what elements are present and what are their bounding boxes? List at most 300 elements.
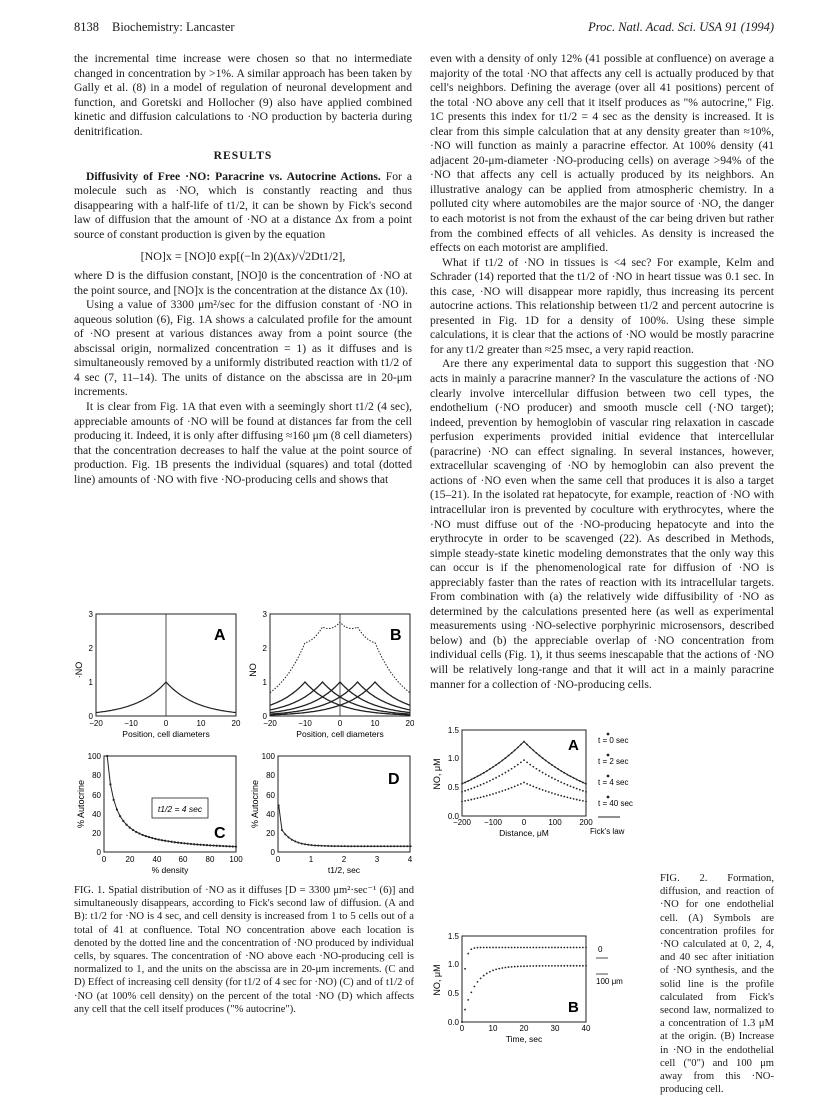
- plot-marker: [492, 970, 494, 972]
- plot-marker: [536, 965, 538, 967]
- plot-marker: [523, 741, 525, 743]
- plot-marker: [579, 947, 581, 949]
- inset-label: t1/2 = 4 sec: [157, 804, 203, 814]
- figure-1-caption: FIG. 1. Spatial distribution of ·NO as it diffuses [D = 3300 μm²·sec⁻¹ (6)] and simultaneously disappears, according to Fick's second law of diffusion. (A and B): t1/2 for ·NO is 4 sec, and cell density is increased from 1 to 5 cells out of a total of 41 at confluence. Total NO concentration above each location is denoted by the dotted line and the concentration of ·NO produced by individual cells, by squares. The concentration of ·NO above each ·NO-producing cell is normalized to 1, and the units on the abscissa are in 20-μm increments. (C and D) Effect of increasing cell density (for t1/2 of 4 sec for ·NO) (C) and of t1/2 of ·NO (at 100% cell density) on the percent of the total ·NO (D) which affects any cell that the cell itself produces ("% autocrine").: [74, 885, 414, 1015]
- y-tick: 100: [87, 752, 101, 761]
- plot-marker: [113, 799, 115, 801]
- plot-marker: [579, 789, 581, 791]
- plot-marker: [486, 770, 488, 772]
- y-tick: 0: [88, 712, 93, 721]
- plot-marker: [109, 783, 111, 785]
- plot-marker: [542, 772, 544, 774]
- y-tick: 1.0: [447, 754, 459, 763]
- x-tick: 10: [488, 1024, 498, 1033]
- plot-marker: [209, 844, 211, 846]
- paragraph: the incremental time increase were chosen so that no intermediate changed in concentration by >1%. A similar approach has been taken by Gally et al. (8) in a model of regulation of neuronal development and function, and Goretski and Hollocher (9) also have applied combined kinetic and diffusion calculations to ·NO production by bacteria during denitrification.: [74, 52, 412, 138]
- plot-marker: [567, 947, 569, 949]
- fig1-panel-c: [76, 752, 243, 875]
- y-axis-label: NO: [248, 663, 258, 677]
- y-tick: 1.5: [447, 932, 459, 941]
- plot-marker: [161, 839, 163, 841]
- plot-marker: [554, 965, 556, 967]
- plot-marker: [495, 777, 497, 779]
- plot-marker: [573, 798, 575, 800]
- plot-marker: [560, 795, 562, 797]
- legend: [590, 733, 633, 836]
- plot-marker: [164, 840, 166, 842]
- plot-marker: [520, 761, 522, 763]
- y-tick: 80: [92, 771, 101, 780]
- plot-marker: [281, 829, 283, 831]
- plot-marker: [495, 969, 497, 971]
- plot-marker: [489, 780, 491, 782]
- plot-marker: [545, 760, 547, 762]
- plot-marker: [545, 965, 547, 967]
- x-tick: −200: [452, 818, 472, 827]
- plot-marker: [489, 947, 491, 949]
- x-tick: 40: [581, 1024, 591, 1033]
- plot-marker: [480, 784, 482, 786]
- plot-marker: [357, 845, 359, 847]
- plot-marker: [560, 965, 562, 967]
- plot-marker: [545, 790, 547, 792]
- plot-marker: [151, 837, 153, 839]
- plot-marker: [554, 793, 556, 795]
- plot-marker: [498, 762, 500, 764]
- plot-marker: [474, 947, 476, 949]
- plot-marker: [545, 947, 547, 949]
- plot-marker: [206, 844, 208, 846]
- plot-marker: [536, 768, 538, 770]
- plot-marker: [501, 967, 503, 969]
- plot-marker: [539, 947, 541, 949]
- plot-marker: [508, 966, 510, 968]
- figure-2-caption: FIG. 2. Formation, diffusion, and reaction of ·NO for one endothelial cell. (A) Symbols are concentration profiles for ·NO calculated at 0, 2, 4, and 40 sec after initiation of ·NO synthesis, and the solid line is the profile calculated from Fick's second law, normalized to a concentration of 1.3 μM at the origin. (B) Increase in ·NO in the endothelial cell ("0") and 100 μm away from this ·NO-producing cell.: [660, 873, 774, 1096]
- plot-marker: [461, 1021, 463, 1023]
- y-tick: 100: [261, 752, 275, 761]
- plot-marker: [183, 842, 185, 844]
- x-tick: 100: [548, 818, 562, 827]
- page-header: [74, 20, 774, 36]
- plot-marker: [470, 948, 472, 950]
- plot-marker: [467, 953, 469, 955]
- plot-marker: [297, 842, 299, 844]
- x-tick: 2: [341, 855, 347, 864]
- x-tick: 20: [231, 719, 241, 728]
- left-column: [74, 52, 412, 487]
- plot-marker: [532, 947, 534, 949]
- plot-marker: [138, 832, 140, 834]
- plot-marker: [489, 768, 491, 770]
- plot-marker: [579, 965, 581, 967]
- plot-marker: [529, 747, 531, 749]
- x-tick: −20: [263, 719, 277, 728]
- fig1-panel-b: [248, 610, 414, 739]
- plot-marker: [477, 775, 479, 777]
- plot-marker: [514, 766, 516, 768]
- plot-marker: [495, 947, 497, 949]
- plot-marker: [477, 981, 479, 983]
- plot-marker: [334, 845, 336, 847]
- plot-marker: [570, 785, 572, 787]
- plot-marker: [187, 843, 189, 845]
- paragraph: [74, 170, 412, 243]
- plot-marker: [576, 947, 578, 949]
- x-tick: 0: [275, 855, 281, 864]
- legend-entry: Fick's law: [590, 827, 625, 836]
- plot-marker: [551, 777, 553, 779]
- plot-marker: [560, 770, 562, 772]
- plot-marker: [560, 947, 562, 949]
- plot-marker: [585, 783, 587, 785]
- plot-marker: [523, 782, 525, 784]
- plot-marker: [579, 780, 581, 782]
- plot-marker: [489, 971, 491, 973]
- plot-marker: [576, 965, 578, 967]
- paragraph: It is clear from Fig. 1A that even with a seemingly short t1/2 (4 sec), appreciable amounts of ·NO will be found at distances far from the cell producing it. Indeed, it is only after diffusing ≈160 μm (8 cell diameters) that the concentration decreases to half the value at the point source of production. Fig. 1B presents the individual (squares) and total (dotted line) amounts of ·NO with five ·NO-producing cells and shows that: [74, 400, 412, 486]
- plot-marker: [514, 947, 516, 949]
- plot-marker: [585, 801, 587, 803]
- plot-marker: [508, 770, 510, 772]
- plot-marker: [495, 764, 497, 766]
- y-tick: 1.5: [447, 726, 459, 735]
- plot-marker: [486, 947, 488, 949]
- plot-marker: [387, 845, 389, 847]
- legend-entry: t = 0 sec: [598, 736, 629, 745]
- plot-marker: [492, 793, 494, 795]
- y-axis-label: NO, μM: [432, 758, 442, 790]
- plot-marker: [532, 766, 534, 768]
- x-tick: 0: [163, 719, 169, 728]
- plot-marker: [203, 844, 205, 846]
- plot-marker: [582, 947, 584, 949]
- plot-marker: [582, 782, 584, 784]
- y-tick: 0: [262, 712, 267, 721]
- plot-marker: [171, 841, 173, 843]
- plot-marker: [551, 947, 553, 949]
- plot-marker: [557, 947, 559, 949]
- plot-marker: [311, 844, 313, 846]
- plot-marker: [495, 792, 497, 794]
- x-tick: 200: [579, 818, 593, 827]
- plot-marker: [477, 947, 479, 949]
- y-tick: 1: [88, 678, 93, 687]
- plot-marker: [477, 797, 479, 799]
- y-tick: 40: [92, 810, 101, 819]
- y-tick: 0: [96, 848, 101, 857]
- plot-marker: [122, 820, 124, 822]
- plot-marker: [216, 845, 218, 847]
- plot-marker: [573, 787, 575, 789]
- panel-letter: B: [390, 627, 402, 644]
- plot-marker: [511, 947, 513, 949]
- plot-marker: [403, 845, 405, 847]
- x-axis-label: Position, cell diameters: [122, 729, 210, 739]
- x-axis-label: Position, cell diameters: [296, 729, 384, 739]
- plot-marker: [526, 783, 528, 785]
- y-tick: 0: [270, 848, 275, 857]
- plot-marker: [520, 744, 522, 746]
- plot-marker: [545, 773, 547, 775]
- y-tick: 1: [262, 678, 267, 687]
- plot-marker: [344, 845, 346, 847]
- plot-marker: [498, 791, 500, 793]
- plot-marker: [190, 843, 192, 845]
- panel-letter: A: [568, 737, 579, 754]
- x-axis-label: % density: [151, 865, 189, 875]
- plot-marker: [523, 759, 525, 761]
- plot-marker: [464, 968, 466, 970]
- figure-2: [430, 724, 656, 1058]
- plot-marker: [278, 804, 280, 806]
- plot-marker: [548, 791, 550, 793]
- plot-marker: [219, 845, 221, 847]
- plot-marker: [557, 794, 559, 796]
- x-tick: 0: [101, 855, 107, 864]
- x-tick: 3: [374, 855, 380, 864]
- plot-marker: [554, 766, 556, 768]
- plot-marker: [304, 843, 306, 845]
- plot-marker: [486, 973, 488, 975]
- plot-marker: [461, 791, 463, 793]
- curve-label: 100 μm: [596, 977, 623, 986]
- plot-marker: [317, 845, 319, 847]
- plot-marker: [340, 845, 342, 847]
- plot-marker: [291, 839, 293, 841]
- panel-letter: A: [214, 627, 226, 644]
- plot-marker: [532, 965, 534, 967]
- plot-marker: [517, 947, 519, 949]
- plot-marker: [307, 844, 309, 846]
- plot-marker: [461, 783, 463, 785]
- plot-marker: [570, 947, 572, 949]
- plot-marker: [508, 755, 510, 757]
- y-tick: 20: [266, 829, 275, 838]
- legend-entry: t = 40 sec: [598, 799, 633, 808]
- fig1-panel-a: [74, 610, 241, 739]
- plot-marker: [373, 845, 375, 847]
- plot-marker: [464, 800, 466, 802]
- plot-marker: [517, 747, 519, 749]
- plot-marker: [132, 829, 134, 831]
- plot-marker: [363, 845, 365, 847]
- plot-marker: [536, 752, 538, 754]
- y-tick: 40: [266, 810, 275, 819]
- plot-marker: [327, 845, 329, 847]
- plot-marker: [196, 843, 198, 845]
- plot-marker: [330, 845, 332, 847]
- y-axis-label: NO, μM: [432, 964, 442, 996]
- plot-marker: [529, 947, 531, 949]
- plot-marker: [517, 764, 519, 766]
- plot-marker: [570, 965, 572, 967]
- y-tick: 0.5: [447, 783, 459, 792]
- y-axis-label: % Autocrine: [250, 779, 260, 829]
- plot-marker: [505, 772, 507, 774]
- plot-marker: [470, 991, 472, 993]
- plot-marker: [567, 774, 569, 776]
- plot-marker: [551, 792, 553, 794]
- plot-marker: [573, 965, 575, 967]
- plot-marker: [483, 772, 485, 774]
- plot-marker: [135, 831, 137, 833]
- plot-marker: [548, 947, 550, 949]
- plot-marker: [154, 838, 156, 840]
- plot-marker: [511, 787, 513, 789]
- fig2-panel-b: [432, 932, 623, 1044]
- plot-marker: [505, 757, 507, 759]
- plot-marker: [177, 842, 179, 844]
- plot-marker: [129, 827, 131, 829]
- plot-marker: [396, 845, 398, 847]
- x-tick: 20: [125, 855, 135, 864]
- plot-marker: [563, 796, 565, 798]
- plot-marker: [370, 845, 372, 847]
- plot-marker: [498, 775, 500, 777]
- plot-marker: [106, 755, 108, 757]
- plot-marker: [464, 1009, 466, 1011]
- plot-marker: [321, 845, 323, 847]
- y-tick: 2: [88, 644, 93, 653]
- plot-marker: [505, 789, 507, 791]
- paragraph: Are there any experimental data to support this suggestion that ·NO acts in mainly a paracrine manner? In the vasculature the actions of ·NO clearly involve intercellular diffusion between two cell types, the endothelium (·NO producer) and smooth muscle cell (·NO target); indeed, prevention by hemoglobin of vascular ring relaxation in cascade perfusion experiments provided initial evidence that intercellular (paracrine) ·NO can effect signaling. In several instances, however, extracellular scavenging of ·NO by hemoglobin can also prevent the actions of ·NO even when the same cell that produces it is also a target (15–21). In the isolated rat hepatocyte, for example, reaction of ·NO with intracellular iron is prevented by coculture with erythrocytes, where the ·NO must diffuse out of the ·NO-producing hepatocyte and into the erythrocyte in order to be scavenged (22). As described in Methods, simple steady-state kinetic modeling demonstrates that the only way this can occur is if the phenomenological rate for diffusion of ·NO is appreciably faster than the rates of reaction with its intracellular targets. From combination with (a) the relatively wide diffusibility of ·NO as determined by the calculations presented here (as well as experimental measurements using ·NO-selective porphyrinic microsensors, described below) and (b) the appreciable overlap of ·NO concentration from individual cells (Fig. 1), it thus seems inescapable that the actions of ·NO will be relatively long-range and that it will act in a mainly paracrine manner for a collection of ·NO-producing cells.: [430, 357, 774, 691]
- plot-marker: [526, 947, 528, 949]
- x-tick: 10: [370, 719, 380, 728]
- y-tick: 20: [92, 829, 101, 838]
- plot-marker: [501, 947, 503, 949]
- plot-marker: [294, 840, 296, 842]
- plot-marker: [520, 947, 522, 949]
- plot-marker: [483, 796, 485, 798]
- x-tick: 40: [152, 855, 162, 864]
- plot-marker: [467, 789, 469, 791]
- plot-marker: [560, 781, 562, 783]
- plot-marker: [148, 836, 150, 838]
- x-tick: −20: [89, 719, 103, 728]
- y-tick: 0.0: [447, 1018, 459, 1027]
- plot-marker: [585, 947, 587, 949]
- plot-marker: [480, 977, 482, 979]
- plot-marker: [232, 845, 234, 847]
- plot-marker: [539, 965, 541, 967]
- plot-marker: [542, 789, 544, 791]
- plot-marker: [514, 749, 516, 751]
- x-tick: 4: [407, 855, 413, 864]
- y-axis-label: ·NO: [74, 661, 84, 679]
- run-in-heading: Diffusivity of Free ·NO: Paracrine vs. Autocrine Actions.: [86, 169, 381, 183]
- plot-marker: [536, 947, 538, 949]
- plot-marker: [383, 845, 385, 847]
- plot-marker: [551, 764, 553, 766]
- plot-marker: [347, 845, 349, 847]
- plot-marker: [350, 845, 352, 847]
- panel-letter: C: [214, 825, 226, 842]
- plot-marker: [557, 768, 559, 770]
- plot-marker: [585, 965, 587, 967]
- plot-marker: [470, 779, 472, 781]
- plot-marker: [180, 842, 182, 844]
- plot-marker: [461, 801, 463, 803]
- plot-marker: [483, 783, 485, 785]
- x-tick: 80: [205, 855, 215, 864]
- plot-marker: [511, 752, 513, 754]
- plot-marker: [167, 840, 169, 842]
- y-tick: 60: [266, 791, 275, 800]
- plot-marker: [498, 947, 500, 949]
- plot-marker: [557, 965, 559, 967]
- y-tick: 0.5: [447, 989, 459, 998]
- legend-entry: t = 4 sec: [598, 778, 629, 787]
- section-heading: RESULTS: [213, 149, 273, 163]
- plot-marker: [517, 966, 519, 968]
- plot-marker: [579, 799, 581, 801]
- plot-marker: [576, 779, 578, 781]
- plot-marker: [492, 766, 494, 768]
- plot-marker: [554, 778, 556, 780]
- plot-marker: [393, 845, 395, 847]
- right-column: [430, 52, 774, 692]
- plot-marker: [288, 836, 290, 838]
- plot-marker: [480, 947, 482, 949]
- x-tick: −10: [298, 719, 312, 728]
- plot-marker: [222, 845, 224, 847]
- plot-marker: [548, 775, 550, 777]
- x-tick: 0: [459, 1024, 465, 1033]
- plot-marker: [501, 760, 503, 762]
- plot-marker: [563, 947, 565, 949]
- panel-letter: B: [568, 999, 579, 1016]
- plot-marker: [337, 845, 339, 847]
- plot-marker: [301, 843, 303, 845]
- plot-marker: [235, 846, 237, 848]
- x-tick: −10: [124, 719, 138, 728]
- plot-marker: [480, 774, 482, 776]
- plot-marker: [474, 986, 476, 988]
- plot-marker: [474, 777, 476, 779]
- plot-marker: [199, 844, 201, 846]
- plot-marker: [511, 768, 513, 770]
- plot-marker: [505, 947, 507, 949]
- plot-marker: [576, 799, 578, 801]
- plot-marker: [582, 790, 584, 792]
- plot-marker: [539, 770, 541, 772]
- plot-marker: [529, 965, 531, 967]
- plot-marker: [480, 796, 482, 798]
- equation: [NO]x = [NO]0 exp[(−ln 2)(Δx)/√2Dt1/2],: [140, 248, 346, 263]
- x-axis-label: Distance, μM: [499, 828, 549, 838]
- plot-marker: [539, 788, 541, 790]
- plot-marker: [576, 788, 578, 790]
- plot-marker: [508, 947, 510, 949]
- plot-marker: [406, 845, 408, 847]
- y-tick: 3: [262, 610, 267, 619]
- plot-marker: [410, 845, 412, 847]
- plot-marker: [539, 755, 541, 757]
- plot-marker: [548, 762, 550, 764]
- plot-marker: [380, 845, 382, 847]
- plot-marker: [489, 794, 491, 796]
- x-axis-label: t1/2, sec: [327, 865, 361, 875]
- plot-marker: [523, 947, 525, 949]
- x-tick: 1: [308, 855, 314, 864]
- plot-marker: [551, 965, 553, 967]
- plot-marker: [520, 965, 522, 967]
- plot-marker: [116, 808, 118, 810]
- plot-marker: [582, 800, 584, 802]
- plot-marker: [158, 838, 160, 840]
- plot-marker: [483, 947, 485, 949]
- plot-marker: [529, 784, 531, 786]
